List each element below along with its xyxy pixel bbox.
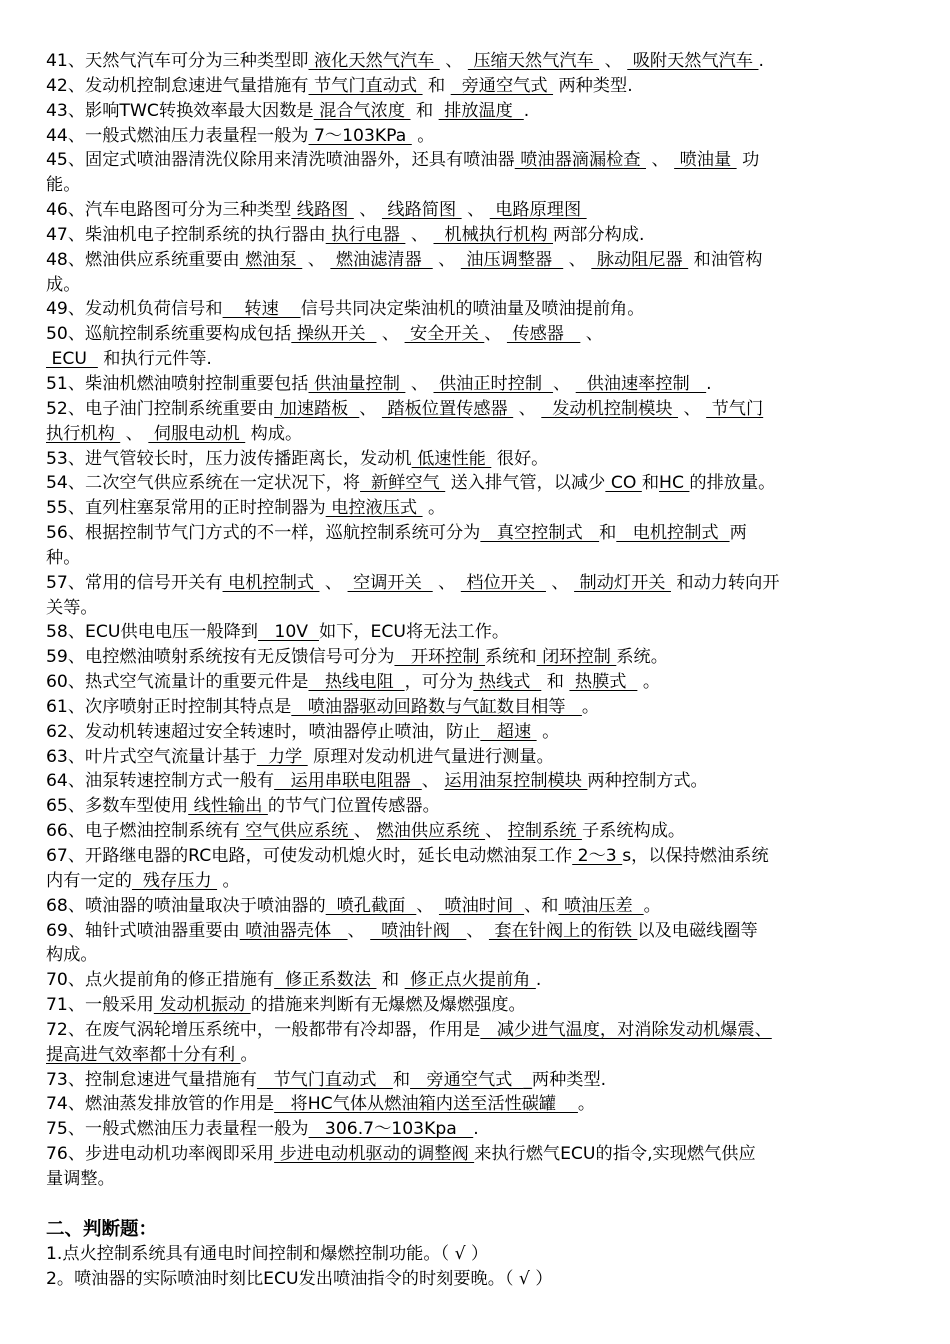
text-segment: 两种类型.: [553, 75, 633, 96]
answer-blank: 热膜式: [569, 672, 638, 693]
text-segment: 两部分构成.: [553, 224, 645, 245]
text-segment: 67、开路继电器的RC电路，可使发动机熄火时，延长电动燃油泵工作: [46, 846, 573, 866]
text-segment: 、: [599, 51, 628, 71]
answer-blank: 燃油泵: [239, 249, 303, 270]
text-segment: 送入排气管，以减少: [445, 473, 606, 494]
text-line: [46, 74, 908, 99]
text-segment: 构成。: [46, 945, 98, 966]
text-segment: 很好。: [491, 448, 549, 469]
text-line: [46, 124, 908, 149]
answer-blank: HC: [659, 473, 690, 494]
text-segment: 60、热式空气流量计的重要元件是: [46, 672, 309, 693]
text-segment: 和: [599, 523, 617, 544]
text-line: [46, 372, 908, 397]
text-segment: 系统和: [485, 647, 537, 668]
text-line: [46, 943, 908, 968]
text-segment: 、: [347, 920, 371, 941]
answer-blank: 喷油针阀: [370, 920, 467, 941]
text-line: [46, 447, 908, 472]
answer-blank: 将HC气体从燃油箱内送至活性碳罐: [274, 1094, 578, 1115]
text-segment: 52、电子油门控制系统重要由: [46, 398, 275, 419]
text-line: [46, 1043, 908, 1068]
text-line: [46, 869, 908, 894]
text-line: [46, 670, 908, 695]
answer-blank: 安全开关: [404, 324, 485, 345]
answer-blank: 供油速率控制: [575, 373, 707, 394]
answer-blank: 空调开关: [347, 572, 433, 593]
answer-blank: 混合气浓度: [313, 100, 411, 121]
answer-blank: 热线电阻: [308, 672, 405, 693]
answer-blank: 喷孔截面: [325, 895, 417, 916]
text-segment: 和执行元件等.: [97, 349, 212, 370]
text-segment: 、: [421, 771, 445, 792]
text-segment: 47、柴油机电子控制系统的执行器由: [46, 224, 326, 245]
text-line: [46, 148, 908, 173]
text-line: [46, 223, 908, 248]
text-segment: 57、常用的信号开关有: [46, 572, 223, 593]
answer-blank: 脉动阻尼器: [591, 249, 689, 270]
text-segment: 66、电子燃油控制系统有: [46, 821, 240, 842]
answer-blank: 306.7～103Kpa: [308, 1119, 474, 1140]
text-line: [46, 1167, 908, 1192]
text-segment: _两种类型.: [523, 1069, 607, 1090]
text-segment: 子系统构成。: [581, 821, 686, 842]
text-segment: 。: [411, 125, 435, 146]
text-segment: 41、天然气汽车可分为三种类型即: [46, 51, 309, 71]
text-segment: 69、轴针式喷油器重要由: [46, 920, 240, 941]
text-line: [46, 1142, 908, 1167]
text-segment: 、: [513, 398, 542, 419]
text-segment: 。: [536, 721, 560, 742]
section-heading: 二、判断题：: [46, 1218, 158, 1240]
text-segment: 49、发动机负荷信号和: [46, 299, 223, 320]
text-line: [46, 794, 908, 819]
answer-blank: 运用串联电阻器: [274, 771, 422, 792]
text-segment: 、和: [524, 895, 559, 916]
text-segment: 以及电磁线圈等: [637, 920, 758, 941]
text-line: [46, 645, 908, 670]
text-line: [46, 720, 908, 745]
answer-blank: 执行机构: [46, 423, 121, 444]
text-line: [46, 496, 908, 521]
text-segment: 和: [422, 75, 451, 96]
text-line: [46, 571, 908, 596]
text-segment: 63、叶片式空气流量计基于: [46, 746, 257, 767]
text-segment: 量调整。: [46, 1168, 115, 1189]
text-segment: 73、控制怠速进气量措施有: [46, 1069, 257, 1090]
answer-blank: 喷油器驱动回路数与气缸数目相等: [291, 696, 582, 717]
text-segment: 62、发动机转速超过安全转速时，喷油器停止喷油，防止: [46, 721, 481, 742]
text-segment: 和动力转向开: [670, 572, 780, 593]
text-segment: 成。: [46, 274, 81, 295]
answer-blank: 执行电器: [325, 224, 406, 245]
answer-blank: 运用油泵控制模块: [444, 771, 588, 792]
text-line: [46, 819, 908, 844]
text-segment: 46、汽车电路图可分为三种类型: [46, 200, 292, 221]
text-segment: 、: [646, 150, 675, 171]
answer-blank: 真空控制式: [480, 523, 600, 544]
text-line: [46, 844, 908, 869]
answer-blank: 燃油供应系统: [376, 821, 486, 842]
text-segment: 1.点火控制系统具有通电时间控制和爆燃控制功能。（ √ ）: [46, 1243, 489, 1264]
text-segment: 、: [466, 920, 489, 941]
text-segment: 71、一般采用: [46, 995, 154, 1016]
answer-blank: 发动机控制模块: [541, 398, 679, 419]
text-segment: 、: [432, 572, 461, 593]
text-segment: 两: [729, 523, 747, 544]
text-segment: 54、二次空气供应系统在一定状况下，将: [46, 473, 361, 494]
text-line: [46, 347, 908, 372]
text-segment: 关等。: [46, 597, 98, 618]
document-body: [46, 49, 908, 1292]
answer-blank: 压缩天然气汽车: [467, 51, 600, 71]
text-segment: 、: [484, 324, 507, 345]
text-line: [46, 198, 908, 223]
text-line: [46, 99, 908, 124]
text-segment: 、: [461, 200, 490, 221]
text-segment: 。: [240, 1044, 258, 1065]
text-segment: 系统。: [616, 647, 668, 668]
answer-blank: 伺服电动机: [148, 423, 246, 444]
text-segment: 、: [563, 249, 592, 270]
text-segment: 、: [319, 572, 348, 593]
text-line: [46, 422, 908, 447]
text-line: [46, 745, 908, 770]
answer-blank: 空气供应系统: [239, 821, 354, 842]
text-segment: 2。喷油器的实际喷油时刻比ECU发出喷油指令的时刻要晚。（ √ ）: [46, 1268, 553, 1289]
answer-blank: 燃油滤清器: [330, 249, 433, 270]
text-line: [46, 49, 908, 74]
answer-blank: 10V: [258, 622, 319, 643]
text-segment: 53、进气管较长时，压力波传播距离长，发动机: [46, 448, 412, 469]
answer-blank: 机械执行机构: [433, 224, 554, 245]
text-line: [46, 521, 908, 546]
answer-blank: 发动机振动: [153, 995, 251, 1016]
answer-blank: 液化天然气汽车: [308, 51, 440, 71]
answer-blank: 排放温度: [438, 100, 524, 121]
text-segment: 、: [405, 224, 434, 245]
text-segment: 75、一般式燃油压力表量程一般为: [46, 1119, 309, 1140]
text-line: [46, 322, 908, 347]
answer-blank: 档位开关: [460, 572, 546, 593]
answer-blank: 踏板位置传感器: [381, 398, 514, 419]
text-segment: 、: [485, 821, 508, 842]
answer-blank: 新鲜空气: [360, 473, 446, 494]
answer-blank: 喷油时间: [438, 895, 525, 916]
answer-blank: 电控液压式: [325, 498, 423, 519]
answer-blank: 节气门: [706, 398, 764, 419]
text-line: [46, 1068, 908, 1093]
text-segment: .: [523, 100, 530, 121]
text-segment: 。: [643, 895, 661, 916]
answer-blank: CO: [605, 473, 642, 494]
answer-blank: 制动灯开关: [574, 572, 671, 593]
text-segment: 能。: [46, 175, 81, 196]
text-segment: 、: [302, 249, 331, 270]
text-segment: 信号共同决定柴油机的喷油量及喷油提前角。: [300, 299, 645, 320]
answer-blank: 喷油器壳体: [239, 920, 348, 941]
text-segment: 构成。: [245, 423, 303, 444]
text-segment: .: [473, 1119, 479, 1140]
answer-blank: 修正系数法: [274, 970, 377, 991]
answer-blank: 节气门直动式: [308, 75, 423, 96]
text-line: [46, 173, 908, 198]
text-segment: 65、多数车型使用: [46, 796, 189, 817]
text-segment: 原理对发动机进气量进行测量。: [307, 746, 554, 767]
text-segment: 42、发动机控制怠速进气量措施有: [46, 75, 309, 96]
text-line: [46, 894, 908, 919]
text-line: [46, 1117, 908, 1142]
answer-blank: 喷油压差: [558, 895, 644, 916]
answer-blank: 7～103KPa: [308, 125, 412, 146]
answer-blank: 供油正时控制: [433, 373, 554, 394]
answer-blank: 力学: [256, 746, 308, 767]
text-segment: 64、油泵转速控制方式一般有: [46, 771, 275, 792]
text-segment: 的措施来判断有无爆燃及爆燃强度。: [250, 995, 526, 1016]
answer-blank: 超速: [480, 721, 537, 742]
text-line: [46, 248, 908, 273]
text-segment: 56、根据控制节气门方式的不一样，巡航控制系统可分为: [46, 523, 481, 544]
answer-blank: 喷油量: [674, 150, 737, 171]
text-segment: 59、电控燃油喷射系统按有无反馈信号可分为: [46, 647, 395, 668]
text-segment: 76、步进电动机功率阀即采用: [46, 1144, 275, 1165]
text-line: [46, 769, 908, 794]
text-segment: 48、燃油供应系统重要由: [46, 249, 240, 270]
text-segment: 的排放量。: [689, 473, 776, 494]
text-segment: 、: [678, 398, 707, 419]
text-line: [46, 397, 908, 422]
text-segment: 。: [422, 498, 446, 519]
text-segment: 种。: [46, 547, 81, 568]
text-segment: 44、一般式燃油压力表量程一般为: [46, 125, 309, 146]
answer-blank: 热线式: [473, 672, 542, 693]
text-line: [46, 471, 908, 496]
answer-blank: 电机控制式: [222, 572, 320, 593]
answer-blank: 低速性能: [411, 448, 492, 469]
text-segment: ，可分为: [404, 672, 474, 693]
text-segment: 。: [577, 1094, 596, 1115]
answer-blank: 开环控制: [394, 647, 486, 668]
answer-blank: 2～3: [572, 846, 623, 866]
text-segment: 、: [120, 423, 149, 444]
text-segment: 和: [541, 672, 570, 693]
answer-blank: 线路简图: [381, 200, 462, 221]
text-segment: 和: [392, 1069, 411, 1090]
text-segment: 和: [376, 970, 405, 991]
answer-blank: 套在针阀上的衔铁: [488, 920, 638, 941]
answer-blank: 喷油器滴漏检查: [514, 150, 646, 171]
text-segment: 、: [580, 324, 603, 345]
text-segment: 、: [353, 821, 377, 842]
text-segment: 、: [359, 398, 382, 419]
answer-blank: 线性输出: [188, 796, 268, 817]
text-segment: 45、固定式喷油器清洗仪除用来清洗喷油器外，还具有喷油器: [46, 150, 515, 171]
answer-blank: 转速: [222, 299, 301, 320]
answer-blank: 闭环控制: [536, 647, 617, 668]
text-line: [46, 1267, 908, 1292]
text-segment: 、: [432, 249, 461, 270]
answer-blank: 线路图: [291, 200, 354, 221]
text-line: [46, 596, 908, 621]
text-segment: 和: [410, 100, 439, 121]
text-line: [46, 993, 908, 1018]
answer-blank: 修正点火提前角: [404, 970, 536, 991]
text-segment: 58、ECU供电电压一般降到: [46, 622, 258, 643]
text-segment: 43、影响TWC转换效率最大因数是: [46, 100, 314, 121]
text-line: [46, 546, 908, 571]
text-segment: 和: [641, 473, 660, 494]
text-line: [46, 695, 908, 720]
text-segment: 、: [376, 324, 405, 345]
text-line: [46, 297, 908, 322]
text-segment: 74、燃油蒸发排放管的作用是: [46, 1094, 275, 1115]
text-segment: 50、巡航控制系统重要构成包括: [46, 324, 292, 345]
answer-blank: 电机控制式: [616, 523, 730, 544]
text-segment: s，以保持燃油系统: [622, 846, 769, 866]
text-segment: 功: [736, 150, 760, 171]
answer-blank: 旁通空气式: [410, 1069, 524, 1090]
text-segment: 如下，ECU将无法工作。: [318, 622, 510, 643]
answer-blank: 提高进气效率都十分有利: [46, 1044, 241, 1065]
text-segment: 、: [553, 373, 576, 394]
answer-blank: 节气门直动式: [256, 1069, 393, 1090]
text-segment: .: [706, 373, 712, 394]
blank-line: [46, 1192, 908, 1217]
text-line: [46, 919, 908, 944]
text-line: [46, 1242, 908, 1267]
answer-blank: 残存压力: [131, 870, 218, 891]
answer-blank: 加速踏板: [274, 398, 360, 419]
text-segment: 、: [405, 373, 434, 394]
answer-blank: 电路原理图: [489, 200, 587, 221]
text-segment: 68、喷油器的喷油量取决于喷油器的: [46, 895, 326, 916]
text-line: [46, 968, 908, 993]
text-segment: 。: [217, 870, 240, 891]
answer-blank: 减少进气温度，对消除发动机爆震、: [480, 1019, 772, 1040]
text-segment: 的节气门位置传感器。: [267, 796, 440, 817]
text-segment: 内有一定的: [46, 870, 132, 891]
answer-blank: 控制系统: [507, 821, 582, 842]
text-line: [46, 620, 908, 645]
text-line: [46, 1018, 908, 1043]
answer-blank: 油压调整器: [460, 249, 564, 270]
answer-blank: ECU: [46, 349, 98, 370]
text-segment: .: [758, 51, 764, 71]
text-segment: 70、点火提前角的修正措施有: [46, 970, 275, 991]
text-segment: 51、柴油机燃油喷射控制重要包括: [46, 373, 309, 394]
answer-blank: 吸附天然气汽车: [627, 51, 759, 71]
text-segment: 55、直列柱塞泵常用的正时控制器为: [46, 498, 326, 519]
text-segment: 、: [353, 200, 382, 221]
text-line: [46, 1092, 908, 1117]
text-segment: .: [535, 970, 542, 991]
answer-blank: 旁通空气式: [450, 75, 554, 96]
text-segment: 。: [581, 696, 600, 717]
text-segment: 两种控制方式。: [587, 771, 708, 792]
text-line: [46, 273, 908, 298]
answer-blank: 供油量控制: [308, 373, 406, 394]
text-segment: 61、次序喷射正时控制其特点是: [46, 696, 292, 717]
text-segment: 、: [416, 895, 439, 916]
answer-blank: 步进电动机驱动的调整阀: [274, 1144, 475, 1165]
text-segment: 。: [637, 672, 661, 693]
text-segment: 72、在废气涡轮增压系统中，一般都带有冷却器，作用是: [46, 1019, 481, 1040]
text-segment: 、: [439, 51, 468, 71]
text-segment: 、: [545, 572, 575, 593]
text-segment: 来执行燃气ECU的指令,实现燃气供应: [474, 1144, 756, 1165]
answer-blank: 传感器: [506, 324, 581, 345]
text-segment: 和油管构: [688, 249, 763, 270]
answer-blank: 操纵开关: [291, 324, 377, 345]
